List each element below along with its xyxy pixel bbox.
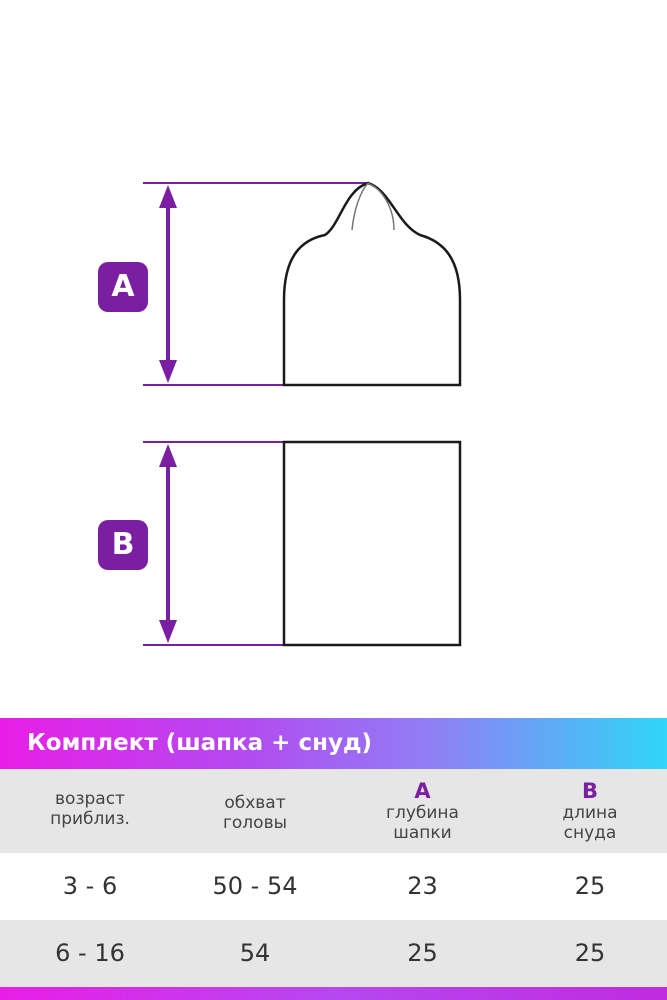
header-snood-length-line-1: длина [562, 803, 618, 823]
header-snood-length [515, 779, 665, 843]
snood-outline [284, 442, 460, 645]
table-title-banner [0, 718, 667, 769]
dimension-b-arrow-down [159, 620, 177, 643]
header-age-line-1: возраст [55, 789, 125, 809]
label-b-badge: B [98, 520, 148, 570]
bottom-accent-bar [0, 987, 667, 1000]
cell-hat-depth: 23 [407, 872, 438, 900]
hat-top-seam [352, 183, 368, 230]
header-head-line-2: головы [222, 813, 288, 833]
header-hat-depth-line-2: шапки [393, 823, 452, 843]
cell-age: 6 - 16 [55, 939, 125, 967]
header-head-line-1: обхват [224, 793, 286, 813]
label-a-badge: A [98, 262, 148, 312]
cell-snood-length: 25 [574, 939, 606, 967]
hat-outline [284, 183, 460, 385]
cell-age: 3 - 6 [62, 872, 118, 900]
table-header-row [0, 769, 667, 853]
dimension-b-arrow-up [159, 444, 177, 467]
cell-snood-length: 25 [574, 872, 606, 900]
dimension-a-arrow-down [159, 360, 177, 383]
cell-hat-depth: 25 [407, 939, 438, 967]
header-hat-depth-letter: A [414, 779, 431, 803]
dimension-a-arrow-up [159, 185, 177, 208]
cell-head-circumference: 50 - 54 [212, 872, 298, 900]
table-title: Комплект (шапка + снуд) [27, 730, 373, 756]
header-hat-depth [350, 779, 495, 843]
header-snood-length-letter: B [581, 779, 598, 803]
table-row [0, 853, 667, 920]
header-snood-length-line-2: снуда [563, 823, 617, 843]
header-hat-depth-line-1: глубина [386, 803, 459, 823]
header-age-line-2: приблиз. [50, 809, 130, 829]
header-age [15, 789, 165, 829]
table-row [0, 920, 667, 987]
cell-head-circumference: 54 [239, 939, 271, 967]
header-head-circumference [180, 793, 330, 833]
